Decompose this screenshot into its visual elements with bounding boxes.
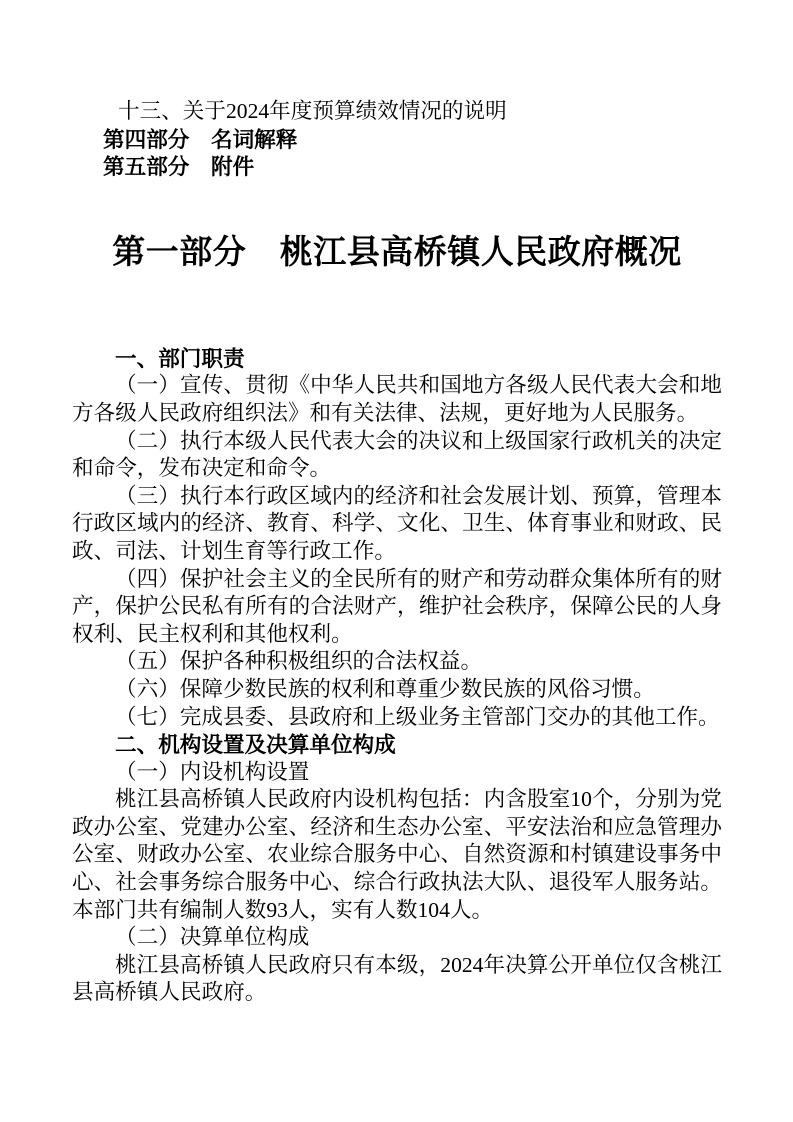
- toc-item: 第五部分 附件: [103, 154, 255, 180]
- paragraph: （六）保障少数民族的权利和尊重少数民族的风俗习惯。: [115, 676, 655, 701]
- paragraph: （七）完成县委、县政府和上级业务主管部门交办的其他工作。: [115, 704, 720, 729]
- toc-fragment: [72, 98, 722, 181]
- paragraph: 桃江县高桥镇人民政府只有本级，2024年决算公开单位仅含桃江县高桥镇人民政府。: [72, 952, 722, 1005]
- paragraph: （二）执行本级人民代表大会的决议和上级国家行政机关的决定和命令，发布决定和命令。: [72, 428, 722, 481]
- document-body: [72, 345, 722, 1007]
- part-title: 第一部分 桃江县高桥镇人民政府概况: [112, 234, 682, 271]
- toc-item: 十三、关于2024年度预算绩效情况的说明: [118, 99, 507, 123]
- paragraph: 桃江县高桥镇人民政府内设机构包括：内含股室10个，分别为党政办公室、党建办公室、经济和生态办公室、平安法治和应急管理办公室、财政办公室、农业综合服务中心、自然资源和村镇建设事务中心、社会事务综合服务中心、综合行政执法大队、退役军人服务站。本部门共有编制人数93人，实有人数104人。: [72, 787, 722, 922]
- toc-item: 第四部分 名词解释: [103, 126, 298, 152]
- paragraph: （五）保护各种积极组织的合法权益。: [115, 649, 483, 674]
- paragraph: （四）保护社会主义的全民所有的财产和劳动群众集体所有的财产，保护公民私有所有的合法财产，维护社会秩序，保障公民的人身权利、民主权利和其他权利。: [72, 566, 722, 646]
- section-heading: 一、部门职责: [115, 345, 245, 371]
- paragraph: （三）执行本行政区域内的经济和社会发展计划、预算，管理本行政区域内的经济、教育、科学、文化、卫生、体育事业和财政、民政、司法、计划生育等行政工作。: [72, 483, 722, 563]
- paragraph: （二）决算单位构成: [115, 925, 310, 950]
- paragraph: （一）内设机构设置: [115, 759, 310, 784]
- section-heading: 二、机构设置及决算单位构成: [115, 732, 396, 758]
- paragraph: （一）宣传、贯彻《中华人民共和国地方各级人民代表大会和地方各级人民政府组织法》和有关法律、法规，更好地为人民服务。: [72, 373, 722, 425]
